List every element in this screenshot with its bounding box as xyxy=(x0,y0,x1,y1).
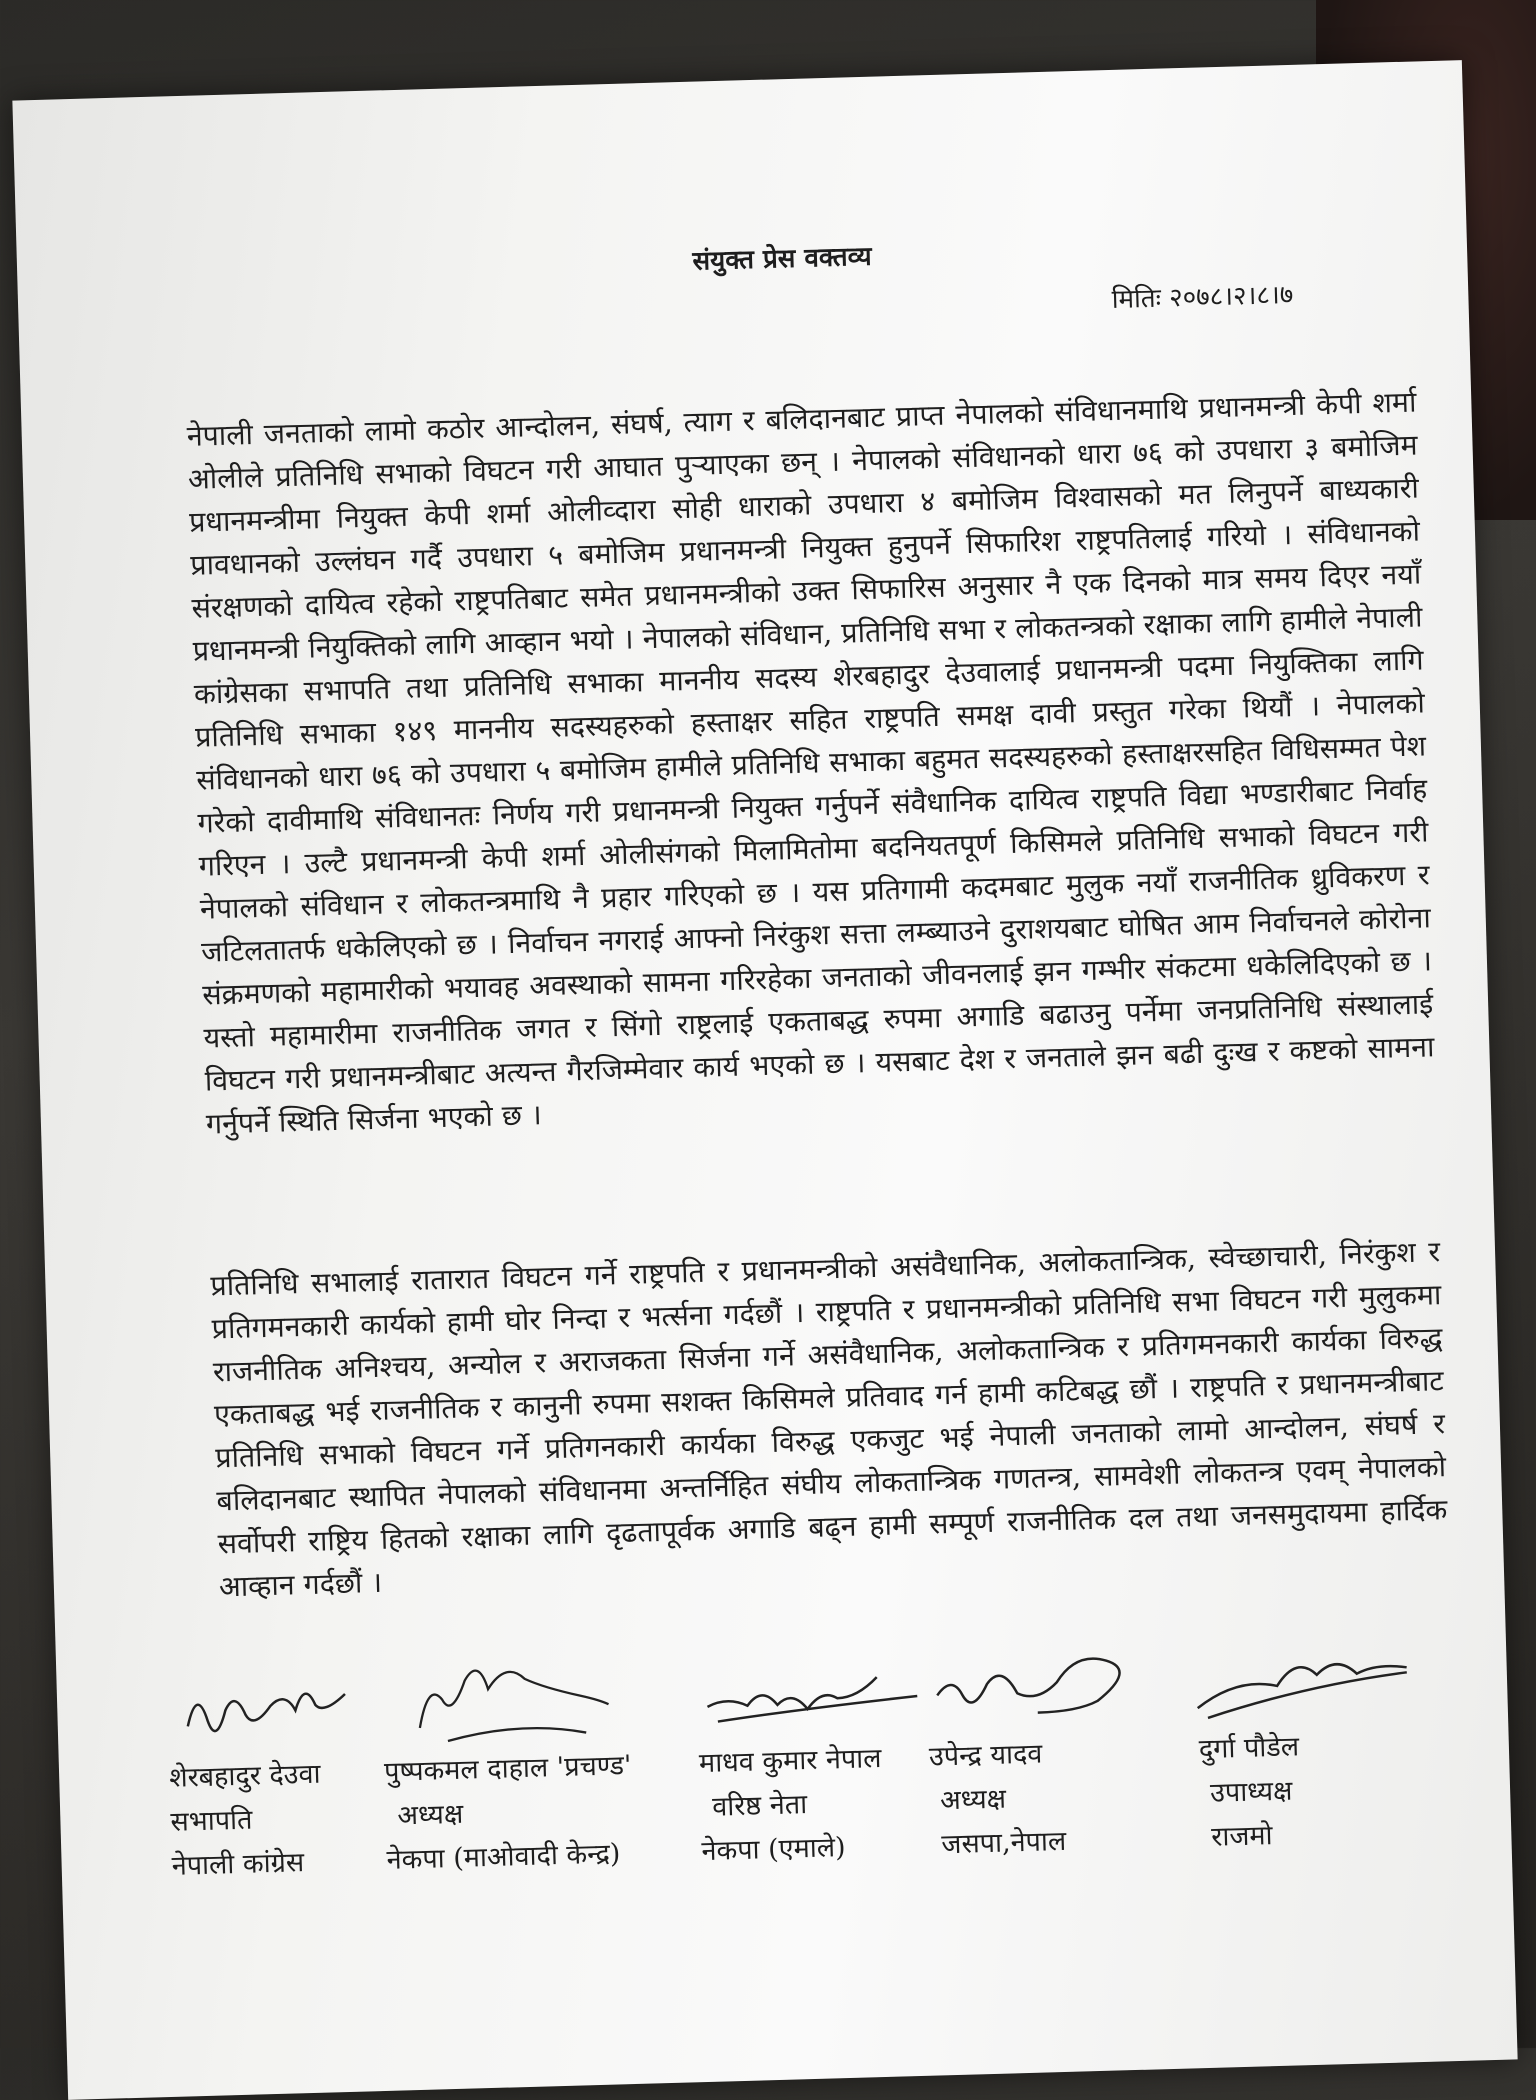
signatory-party: जसपा,नेपाल xyxy=(940,1825,1067,1861)
signatory-party: नेकपा (एमाले) xyxy=(701,1832,846,1868)
signature-scribble xyxy=(166,1660,408,1757)
signatory-role: सभापति xyxy=(170,1804,253,1838)
signatory-role: अध्यक्ष xyxy=(939,1783,1007,1817)
signatory-3 xyxy=(696,1645,962,1874)
signature-row xyxy=(166,1631,1473,1927)
signatory-5 xyxy=(1176,1632,1432,1861)
signature-scribble xyxy=(381,1654,623,1751)
signatory-2 xyxy=(381,1653,687,1883)
signatory-party: नेकपा (माओवादी केन्द्र) xyxy=(386,1838,621,1876)
document-page xyxy=(12,60,1517,2100)
document-date: मितिः २०७८।२।८।७ xyxy=(1111,279,1294,316)
signatory-name: उपेन्द्र यादव xyxy=(928,1738,1043,1773)
signatory-name: माधव कुमार नेपाल xyxy=(698,1743,882,1780)
paragraph-1: नेपाली जनताको लामो कठोर आन्दोलन, संघर्ष, त्याग र बलिदानबाट प्राप्त नेपालको संविधानमाथि प्रधानमन्त्री केपी शर्मा ओलीले प्रतिनिधि सभाको विघटन गरी आघात पुर्‍याएका छन् । नेपालको संविधानको धारा ७६ को उपधारा ३ बमोजिम प्रधानमन्त्रीमा नियुक्त केपी शर्मा ओलीव्दारा सोही धाराको उपधारा ४ बमोजिम विश्वासको मत लिनुपर्ने बाध्यकारी प्रावधानको उल्लंघन गर्दै उपधारा ५ बमोजिम प्रधानमन्त्री नियुक्त हुनुपर्ने सिफारिश राष्ट्रपतिलाई गरियो । संविधानको संरक्षणको दायित्व रहेको राष्ट्रपतिबाट समेत प्रधानमन्त्रीको उक्त सिफारिस अनुसार नै एक दिनको मात्र समय दिएर नयाँ प्रधानमन्त्री नियुक्तिको लागि आव्हान भयो । नेपालको संविधान, प्रतिनिधि सभा र लोकतन्त्रको रक्षाका लागि हामीले नेपाली कांग्रेसका सभापति तथा प्रतिनिधि सभाका माननीय सदस्य शेरबहादुर देउवालाई प्रधानमन्त्री पदमा नियुक्तिका लागि प्रतिनिधि सभाका १४९ माननीय सदस्यहरुको हस्ताक्षर सहित राष्ट्रपति समक्ष दावी प्रस्तुत गरेका थियौं । नेपालको संविधानको धारा ७६ को उपधारा ५ बमोजिम हामीले प्रतिनिधि सभाका बहुमत सदस्यहरुको हस्ताक्षरसहित विधिसम्मत पेश गरेको दावीमाथि संविधानतः निर्णय गरी प्रधानमन्त्री नियुक्त गर्नुपर्ने संवैधानिक दायित्व राष्ट्रपति विद्या भण्डारीबाट निर्वाह गरिएन । उल्टै प्रधानमन्त्री केपी शर्मा ओलीसंगको मिलामितोमा बदनियतपूर्ण किसिमले प्रतिनिधि सभाको विघटन गरी नेपालको संविधान र लोकतन्त्रमाथि नै प्रहार गरिएको छ । यस प्रतिगामी कदमबाट मुलुक नयाँ राजनीतिक ध्रुविकरण र जटिलतातर्फ धकेलिएको छ । निर्वाचन नगराई आफ्नो निरंकुश सत्ता लम्ब्याउने दुराशयबाट घोषित आम निर्वाचनले कोरोना संक्रमणको महामारीको भयावह अवस्थाको सामना गरिरहेका जनताको जीवनलाई झन गम्भीर संकटमा धकेलिदिएको छ । यस्तो महामारीमा राजनीतिक जगत र सिंगो राष्ट्रलाई एकताबद्ध रुपमा अगाडि बढाउनु पर्नेमा जनप्रतिनिधि संस्थालाई विघटन गरी प्रधानमन्त्रीबाट अत्यन्त गैरजिम्मेवार कार्य भएको छ । यसबाट देश र जनताले झन बढी दुःख र कष्टको सामना गर्नुपर्ने स्थिति सिर्जना भएको छ । xyxy=(186,385,1435,1141)
signatory-4 xyxy=(926,1638,1192,1867)
document-title: संयुक्त प्रेस वक्तव्य xyxy=(692,241,873,277)
signatory-party: राजमो xyxy=(1210,1820,1273,1853)
signatory-name: शेरबहादुर देउवा xyxy=(168,1758,321,1794)
signature-scribble xyxy=(696,1645,938,1742)
signatory-role: अध्यक्ष xyxy=(396,1798,464,1832)
signatory-role: उपाध्यक्ष xyxy=(1209,1775,1293,1809)
signatory-name: पुष्पकमल दाहाल 'प्रचण्ड' xyxy=(383,1750,632,1788)
signature-scribble xyxy=(1176,1632,1418,1729)
signatory-name: दुर्गा पौडेल xyxy=(1198,1731,1300,1766)
signatory-party: नेपाली कांग्रेस xyxy=(171,1847,305,1882)
signatory-role: वरिष्ठ नेता xyxy=(711,1789,808,1823)
paragraph-2: प्रतिनिधि सभालाई रातारात विघटन गर्ने राष्ट्रपति र प्रधानमन्त्रीको असंवैधानिक, अलोकतान्त्रिक, स्वेच्छाचारी, निरंकुश र प्रतिगमनकारी कार्यको हामी घोर निन्दा र भर्त्सना गर्दछौं । राष्ट्रपति र प्रधानमन्त्रीको प्रतिनिधि सभा विघटन गरी मुलुकमा राजनीतिक अनिश्चय, अन्योल र अराजकता सिर्जना गर्ने असंवैधानिक, अलोकतान्त्रिक र प्रतिगमनकारी कार्यका विरुद्ध एकताबद्ध भई राजनीतिक र कानुनी रुपमा सशक्त किसिमले प्रतिवाद गर्न हामी कटिबद्ध छौं । राष्ट्रपति र प्रधानमन्त्रीबाट प्रतिनिधि सभाको विघटन गर्ने प्रतिगनकारी कार्यका विरुद्ध एकजुट भई नेपाली जनताको लामो आन्दोलन, संघर्ष र बलिदानबाट स्थापित नेपालको संविधानमा अन्तर्निहित संघीय लोकतान्त्रिक गणतन्त्र, सामवेशी लोकतन्त्र एवम् नेपालको सर्वोपरी राष्ट्रिय हितको रक्षाका लागि दृढतापूर्वक अगाडि बढ्न हामी सम्पूर्ण राजनीतिक दल तथा जनसमुदायमा हार्दिक आव्हान गर्दछौं । xyxy=(210,1234,1448,1603)
signature-scribble xyxy=(926,1639,1168,1736)
